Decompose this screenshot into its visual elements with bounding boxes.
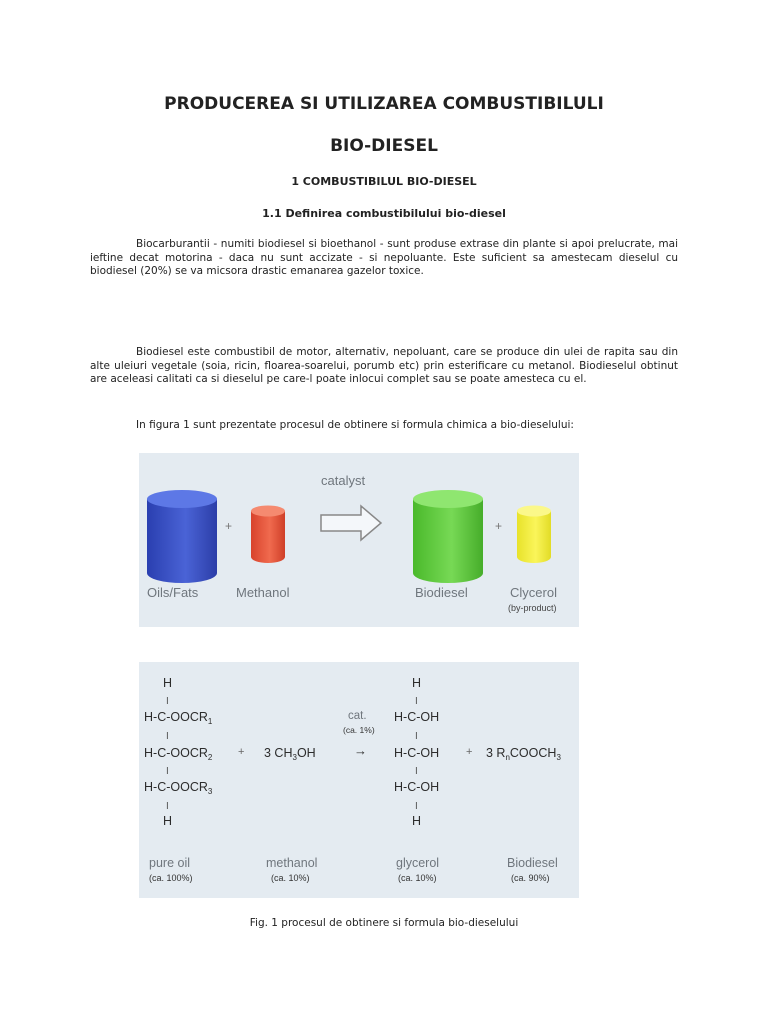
- plus-sign: +: [238, 746, 245, 758]
- paragraph-biocarburanti: Biocarburantii - numiti biodiesel si bioethanol - sunt produse extrase din plante si apoi prelucrate, mai ieftine decat motorina - daca nu sunt accizate - si nepoluante. Este suficient sa amestecam dieselul cu biodiesel (20%) se va micsora drastic emanarea gazelor toxice.: [90, 238, 678, 277]
- section-heading: 1 COMBUSTIBILUL BIO-DIESEL: [291, 175, 477, 188]
- bond: I: [166, 766, 169, 777]
- catalyst-percent: (ca. 1%): [343, 725, 375, 735]
- formula-figure-panel: [139, 662, 579, 898]
- biodiesel-label: Biodiesel: [415, 585, 468, 600]
- oils-fats-cylinder: [145, 489, 219, 585]
- by-product-label: (by-product): [508, 603, 557, 613]
- catalyst-label: catalyst: [321, 473, 366, 488]
- oil-row-2: $H-C-OOCR_2$: [144, 746, 213, 762]
- methanol-label: methanol: [266, 856, 318, 870]
- methanol-formula: 3 $CH_3OH$: [264, 746, 316, 762]
- glycerol-row-1: H-C-OH: [394, 710, 440, 724]
- glycerol-h-top: H: [412, 676, 422, 690]
- pure-oil-label: pure oil: [149, 856, 190, 870]
- glycerol-percent: (ca. 10%): [398, 873, 437, 883]
- bond: I: [415, 801, 418, 812]
- figure-caption: Fig. 1 procesul de obtinere si formula bio-dieselului: [249, 917, 519, 929]
- glycerol-cylinder: [515, 505, 553, 565]
- methanol-cylinder: [249, 505, 287, 565]
- oil-h-top: H: [163, 676, 173, 690]
- oil-h-bottom: H: [163, 814, 173, 828]
- glycerol-label: glycerol: [396, 856, 440, 870]
- oils-fats-label: Oils/Fats: [147, 585, 199, 600]
- bond: I: [415, 696, 418, 707]
- subsection-heading: 1.1 Definirea combustibilului bio-diesel: [262, 207, 506, 220]
- bond: I: [166, 696, 169, 707]
- bond: I: [415, 766, 418, 777]
- glycerol-h-bottom: H: [412, 814, 422, 828]
- glycerol-label: Clycerol: [510, 585, 557, 600]
- document-title-line1: PRODUCEREA SI UTILIZAREA COMBUSTIBILULI: [164, 94, 604, 114]
- bond: I: [415, 731, 418, 742]
- oil-row-1: $H-C-OOCR_1$: [144, 710, 213, 726]
- catalyst-short-label: cat.: [348, 710, 367, 722]
- bond: I: [166, 731, 169, 742]
- plus-sign: +: [466, 746, 473, 758]
- bond: I: [166, 801, 169, 812]
- methanol-percent: (ca. 10%): [271, 873, 310, 883]
- document-title-line2: BIO-DIESEL: [330, 136, 438, 156]
- plus-sign: +: [495, 519, 503, 533]
- biodiesel-cylinder: [411, 489, 485, 585]
- glycerol-row-3: H-C-OH: [394, 780, 440, 794]
- figure-intro-text: In figura 1 sunt prezentate procesul de obtinere si formula chimica a bio-dieselului:: [136, 419, 574, 431]
- biodiesel-percent: (ca. 90%): [511, 873, 550, 883]
- methanol-label: Methanol: [236, 585, 290, 600]
- plus-sign: +: [225, 519, 233, 533]
- paragraph-biodiesel: Biodiesel este combustibil de motor, alternativ, nepoluant, care se produce din ulei de rapita sau din alte uleiuri vegetale (soia, ricin, floarea-soarelui, porumb etc) prin esterificare cu metanol. Biodieselul obtinut are aceleasi calitati ca si dieselul pe care-l poate inlocui complet sau se poate amesteca cu el.: [90, 346, 678, 385]
- biodiesel-label: Biodiesel: [507, 856, 558, 870]
- pure-oil-percent: (ca. 100%): [149, 873, 193, 883]
- glycerol-row-2: H-C-OH: [394, 746, 440, 760]
- oil-row-3: $H-C-OOCR_3$: [144, 780, 213, 796]
- reaction-arrow-icon: →: [354, 743, 367, 758]
- reaction-arrow-icon: [319, 503, 385, 543]
- biodiesel-formula: 3 $R_nCOOCH_3$: [486, 746, 561, 762]
- process-figure-panel: [139, 453, 579, 627]
